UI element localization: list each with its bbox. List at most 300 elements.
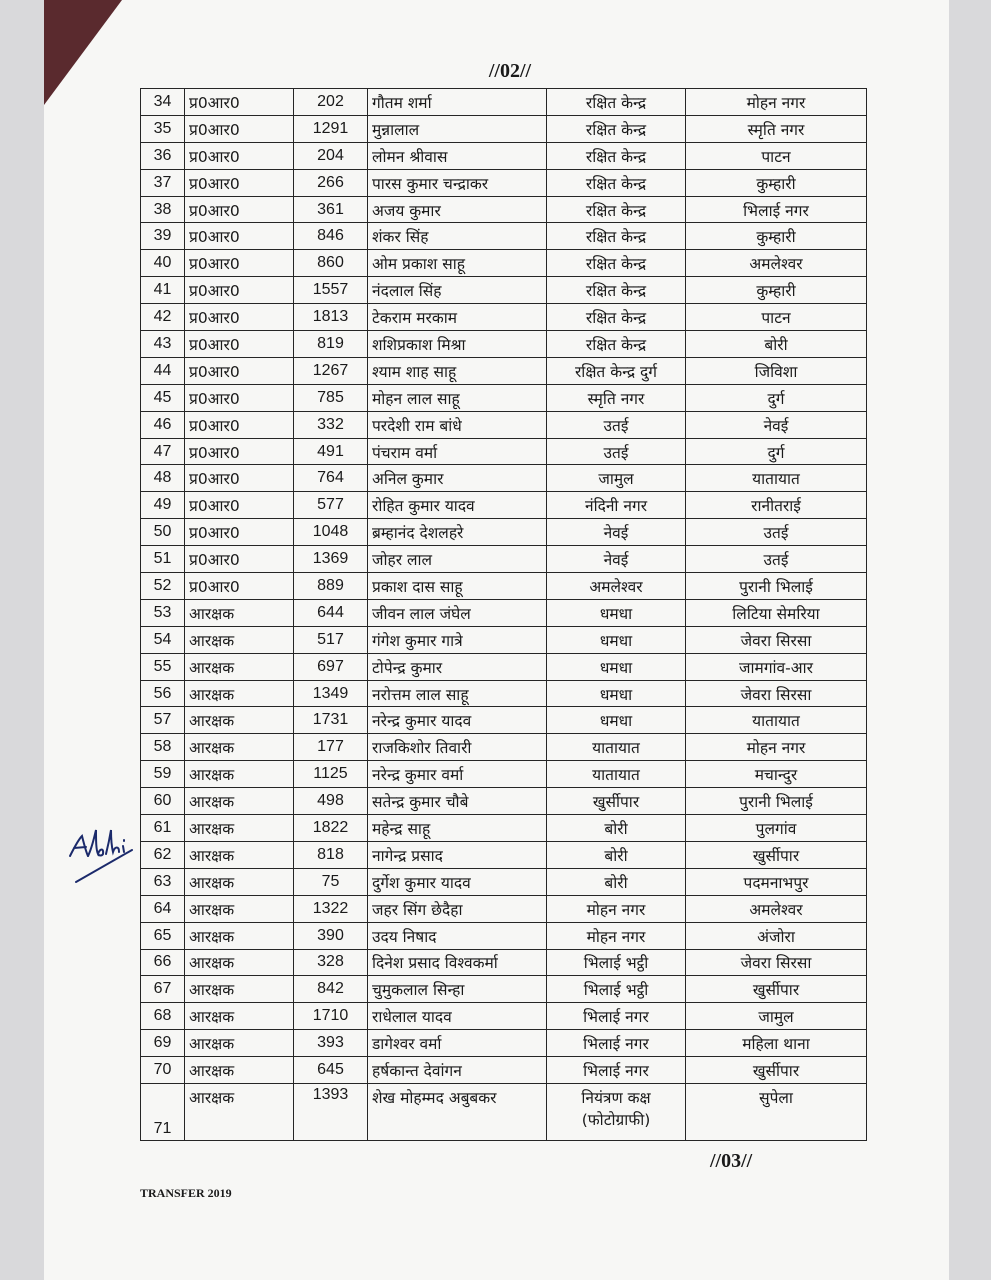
name-cell-text: उदय निषाद	[372, 927, 437, 946]
posted-from-cell	[547, 438, 686, 465]
name-cell-text: नंदलाल सिंह	[372, 282, 442, 301]
serial-number-cell	[141, 411, 185, 438]
serial-number-cell	[141, 115, 185, 142]
table-row	[141, 357, 867, 384]
rank-cell-text: प्र0आर0	[189, 362, 240, 381]
serial-number-cell-text: 45	[153, 388, 172, 406]
posted-from-cell-text: रक्षित केन्द्र दुर्ग	[574, 362, 658, 381]
posted-to-cell	[686, 922, 867, 949]
posted-from-cell	[547, 573, 686, 600]
table-row	[141, 438, 867, 465]
badge-number-cell-text: 577	[317, 496, 344, 514]
posted-to-cell-text: पुलगांव	[755, 819, 797, 838]
rank-cell-text: प्र0आर0	[189, 551, 240, 570]
badge-number-cell-text: 177	[317, 738, 344, 756]
posted-from-cell	[547, 841, 686, 868]
table-row	[141, 89, 867, 116]
rank-cell-text: आरक्षक	[189, 631, 235, 650]
page-number-footer: //03//	[710, 1150, 753, 1172]
posted-to-cell	[686, 519, 867, 546]
name-cell	[368, 304, 547, 331]
serial-number-cell-text: 41	[153, 281, 172, 299]
badge-number-cell	[294, 868, 368, 895]
serial-number-cell-text: 59	[153, 765, 172, 783]
rank-cell	[185, 653, 294, 680]
name-cell-text: टोपेन्द्र कुमार	[372, 658, 443, 677]
rank-cell	[185, 976, 294, 1003]
rank-cell-text: प्र0आर0	[189, 524, 240, 543]
name-cell	[368, 1003, 547, 1030]
name-cell	[368, 546, 547, 573]
badge-number-cell	[294, 626, 368, 653]
badge-number-cell	[294, 89, 368, 116]
table-row	[141, 546, 867, 573]
name-cell-text: हर्षकान्त देवांगन	[372, 1062, 462, 1080]
serial-number-cell	[141, 949, 185, 976]
posted-to-cell	[686, 1030, 867, 1057]
posted-from-cell	[547, 653, 686, 680]
name-cell-text: लोमन श्रीवास	[372, 147, 448, 166]
serial-number-cell	[141, 1003, 185, 1030]
name-cell	[368, 169, 547, 196]
badge-number-cell	[294, 788, 368, 815]
serial-number-cell-text: 43	[153, 334, 172, 352]
badge-number-cell	[294, 976, 368, 1003]
posted-to-cell	[686, 196, 867, 223]
transfer-table-body	[141, 89, 867, 1141]
posted-to-cell-text: जिविशा	[754, 362, 798, 381]
badge-number-cell	[294, 546, 368, 573]
name-cell-text: शेख मोहम्मद अबुबकर	[372, 1088, 497, 1107]
serial-number-cell-text: 70	[153, 1061, 172, 1078]
badge-number-cell	[294, 680, 368, 707]
posted-from-cell-text: रक्षित केन्द्र	[585, 335, 647, 354]
table-row	[141, 250, 867, 277]
name-cell-text: नरेन्द्र कुमार यादव	[372, 712, 472, 731]
name-cell-text: रोहित कुमार यादव	[372, 497, 475, 516]
name-cell-text: प्रकाश दास साहू	[372, 577, 463, 596]
rank-cell-text: आरक्षक	[189, 658, 235, 677]
posted-to-cell-text: भिलाई नगर	[743, 201, 809, 220]
posted-to-cell-text: कुम्हारी	[756, 228, 796, 247]
rank-cell	[185, 1083, 294, 1140]
serial-number-cell	[141, 573, 185, 600]
badge-number-cell-text: 842	[317, 980, 344, 998]
page-corner-fold	[44, 0, 122, 105]
table-row	[141, 1083, 867, 1140]
posted-to-cell-text: जेवरा सिरसा	[740, 631, 812, 650]
rank-cell-text: आरक्षक	[189, 1035, 235, 1054]
serial-number-cell-text: 37	[153, 173, 172, 191]
name-cell	[368, 841, 547, 868]
posted-from-cell	[547, 680, 686, 707]
posted-to-cell-text: अमलेश्वर	[749, 900, 803, 919]
serial-number-cell	[141, 868, 185, 895]
serial-number-cell	[141, 707, 185, 734]
serial-number-cell	[141, 841, 185, 868]
name-cell	[368, 465, 547, 492]
badge-number-cell-text: 1125	[313, 765, 348, 783]
badge-number-cell	[294, 922, 368, 949]
badge-number-cell-text: 645	[317, 1061, 344, 1078]
name-cell	[368, 331, 547, 358]
badge-number-cell-text: 819	[317, 334, 344, 352]
posted-from-cell-text: बोरी	[604, 819, 628, 838]
table-row	[141, 599, 867, 626]
posted-to-cell-text: यातायात	[752, 712, 800, 731]
badge-number-cell	[294, 707, 368, 734]
rank-cell-text: प्र0आर0	[189, 443, 240, 462]
name-cell-text: गंगेश कुमार गात्रे	[372, 631, 463, 650]
name-cell	[368, 895, 547, 922]
rank-cell-text: आरक्षक	[189, 766, 235, 785]
table-row	[141, 223, 867, 250]
page-number-header: //02//	[488, 60, 532, 82]
name-cell-text: शशिप्रकाश मिश्रा	[372, 335, 466, 354]
posted-to-cell	[686, 384, 867, 411]
badge-number-cell	[294, 519, 368, 546]
posted-to-cell-text: मोहन नगर	[746, 739, 806, 758]
serial-number-cell-text: 66	[153, 953, 172, 971]
name-cell	[368, 680, 547, 707]
posted-from-cell	[547, 976, 686, 1003]
badge-number-cell-text: 818	[317, 845, 344, 863]
badge-number-cell-text: 332	[317, 415, 344, 433]
posted-from-cell-text: अमलेश्वर	[589, 577, 643, 596]
rank-cell	[185, 142, 294, 169]
posted-from-cell-text: यातायात	[592, 739, 640, 758]
table-row	[141, 815, 867, 842]
posted-to-cell	[686, 707, 867, 734]
serial-number-cell	[141, 492, 185, 519]
table-row	[141, 841, 867, 868]
posted-to-cell	[686, 788, 867, 815]
badge-number-cell	[294, 277, 368, 304]
name-cell-text: पंचराम वर्मा	[372, 443, 438, 462]
posted-from-cell	[547, 223, 686, 250]
posted-to-cell	[686, 1057, 867, 1084]
posted-from-cell-text: रक्षित केन्द्र	[585, 120, 647, 139]
badge-number-cell-text: 266	[317, 173, 344, 191]
table-row	[141, 304, 867, 331]
posted-from-cell-text: धमधा	[599, 712, 633, 731]
posted-to-cell-text: अंजोरा	[757, 927, 795, 946]
posted-from-cell-text: मोहन नगर	[586, 927, 646, 946]
posted-from-cell	[547, 815, 686, 842]
serial-number-cell-text: 62	[153, 845, 172, 863]
posted-from-cell	[547, 304, 686, 331]
name-cell-text: जोहर लाल	[372, 551, 433, 570]
serial-number-cell-text: 56	[153, 684, 172, 702]
badge-number-cell	[294, 196, 368, 223]
name-cell	[368, 438, 547, 465]
serial-number-cell-text: 40	[153, 254, 172, 272]
transfer-table	[140, 88, 867, 1141]
posted-to-cell-text: पाटन	[761, 309, 791, 328]
posted-from-cell	[547, 626, 686, 653]
name-cell	[368, 599, 547, 626]
badge-number-cell-text: 785	[317, 388, 344, 406]
name-cell-text: राजकिशोर तिवारी	[372, 739, 472, 758]
badge-number-cell	[294, 1030, 368, 1057]
rank-cell	[185, 331, 294, 358]
posted-from-cell	[547, 599, 686, 626]
posted-from-cell-text: रक्षित केन्द्र	[585, 147, 647, 166]
serial-number-cell	[141, 250, 185, 277]
posted-to-cell	[686, 492, 867, 519]
rank-cell-text: प्र0आर0	[189, 282, 240, 301]
posted-from-cell-text: भिलाई नगर	[583, 1008, 649, 1027]
table-row	[141, 949, 867, 976]
serial-number-cell-text: 55	[153, 657, 172, 675]
posted-to-cell-text: कुम्हारी	[756, 174, 796, 193]
rank-cell	[185, 384, 294, 411]
serial-number-cell	[141, 277, 185, 304]
name-cell	[368, 761, 547, 788]
posted-from-cell-text: रक्षित केन्द्र	[585, 201, 647, 220]
badge-number-cell-text: 328	[317, 953, 344, 971]
badge-number-cell-text: 889	[317, 576, 344, 594]
badge-number-cell-text: 361	[317, 200, 344, 218]
badge-number-cell	[294, 492, 368, 519]
serial-number-cell	[141, 599, 185, 626]
posted-to-cell	[686, 223, 867, 250]
table-row	[141, 169, 867, 196]
posted-from-cell	[547, 492, 686, 519]
posted-from-cell-text: रक्षित केन्द्र	[585, 309, 647, 328]
name-cell	[368, 1083, 547, 1140]
rank-cell-text: आरक्षक	[189, 981, 235, 1000]
name-cell-text: राधेलाल यादव	[372, 1008, 452, 1027]
serial-number-cell-text: 39	[153, 227, 172, 245]
footer-label: TRANSFER 2019	[140, 1186, 232, 1200]
posted-from-cell-text: स्मृति नगर	[587, 389, 645, 408]
serial-number-cell	[141, 815, 185, 842]
posted-from-cell	[547, 546, 686, 573]
rank-cell-text: प्र0आर0	[189, 497, 240, 516]
posted-from-cell-text: धमधा	[599, 631, 633, 650]
name-cell-text: शंकर सिंह	[372, 228, 429, 247]
posted-from-cell-text: धमधा	[599, 685, 633, 704]
posted-from-cell	[547, 277, 686, 304]
posted-to-cell	[686, 250, 867, 277]
badge-number-cell-text: 517	[317, 630, 344, 648]
posted-from-cell	[547, 895, 686, 922]
rank-cell	[185, 761, 294, 788]
name-cell-text: ब्रम्हानंद देशलहरे	[372, 524, 464, 543]
badge-number-cell	[294, 761, 368, 788]
rank-cell-text: प्र0आर0	[189, 416, 240, 435]
name-cell-text: डागेश्वर वर्मा	[372, 1035, 442, 1054]
posted-from-cell-text: नियंत्रण कक्ष	[581, 1088, 651, 1107]
posted-to-cell	[686, 653, 867, 680]
name-cell-text: अजय कुमार	[372, 201, 441, 220]
table-row	[141, 465, 867, 492]
badge-number-cell	[294, 1003, 368, 1030]
posted-from-cell-text: बोरी	[604, 873, 628, 892]
rank-cell-text: प्र0आर0	[189, 577, 240, 596]
name-cell-text: मुन्नालाल	[372, 120, 420, 139]
serial-number-cell-text: 48	[153, 469, 172, 487]
rank-cell	[185, 707, 294, 734]
posted-to-cell-text: मोहन नगर	[746, 93, 806, 112]
serial-number-cell-text: 53	[153, 603, 172, 621]
rank-cell	[185, 1003, 294, 1030]
posted-from-cell	[547, 331, 686, 358]
serial-number-cell-text: 67	[153, 980, 172, 998]
rank-cell-text: आरक्षक	[189, 954, 235, 973]
table-row	[141, 277, 867, 304]
rank-cell-text: प्र0आर0	[189, 389, 240, 408]
posted-from-cell	[547, 169, 686, 196]
posted-to-cell	[686, 599, 867, 626]
name-cell	[368, 277, 547, 304]
rank-cell-text: आरक्षक	[189, 712, 235, 731]
posted-to-cell-text: पदमनाभपुर	[743, 873, 809, 892]
name-cell	[368, 626, 547, 653]
rank-cell-text: आरक्षक	[189, 900, 235, 919]
rank-cell-text: प्र0आर0	[189, 335, 240, 354]
posted-to-cell	[686, 115, 867, 142]
rank-cell	[185, 734, 294, 761]
posted-to-cell-text: दुर्ग	[767, 443, 785, 462]
rank-cell	[185, 546, 294, 573]
rank-cell	[185, 626, 294, 653]
rank-cell	[185, 1057, 294, 1084]
posted-to-cell-text: जामुल	[758, 1008, 794, 1027]
badge-number-cell-text: 846	[317, 227, 344, 245]
posted-to-cell	[686, 626, 867, 653]
table-row	[141, 492, 867, 519]
serial-number-cell	[141, 976, 185, 1003]
rank-cell	[185, 196, 294, 223]
name-cell-text: श्याम शाह साहू	[372, 362, 457, 381]
badge-number-cell	[294, 115, 368, 142]
rank-cell	[185, 492, 294, 519]
posted-from-cell	[547, 1057, 686, 1084]
name-cell-text: दुर्गेश कुमार यादव	[372, 873, 471, 892]
posted-from-cell-text: खुर्सीपार	[592, 793, 640, 812]
rank-cell	[185, 519, 294, 546]
name-cell	[368, 1057, 547, 1084]
rank-cell	[185, 411, 294, 438]
serial-number-cell-text: 68	[153, 1007, 172, 1025]
posted-to-cell-text: बोरी	[764, 335, 788, 354]
posted-from-cell	[547, 949, 686, 976]
rank-cell-text: प्र0आर0	[189, 228, 240, 247]
posted-from-cell	[547, 519, 686, 546]
table-row	[141, 626, 867, 653]
name-cell-text: गौतम शर्मा	[372, 93, 432, 112]
badge-number-cell	[294, 250, 368, 277]
rank-cell	[185, 115, 294, 142]
serial-number-cell	[141, 169, 185, 196]
rank-cell-text: प्र0आर0	[189, 147, 240, 166]
table-row	[141, 519, 867, 546]
rank-cell	[185, 223, 294, 250]
posted-from-cell	[547, 868, 686, 895]
serial-number-cell-text: 34	[153, 92, 172, 110]
posted-from-cell	[547, 922, 686, 949]
serial-number-cell	[141, 922, 185, 949]
posted-from-cell	[547, 411, 686, 438]
serial-number-cell	[141, 788, 185, 815]
rank-cell	[185, 304, 294, 331]
rank-cell	[185, 949, 294, 976]
posted-to-cell-text: सुपेला	[759, 1088, 793, 1107]
posted-to-cell	[686, 976, 867, 1003]
serial-number-cell	[141, 1083, 185, 1140]
name-cell-text: नरोत्तम लाल साहू	[372, 685, 469, 704]
name-cell	[368, 384, 547, 411]
name-cell	[368, 976, 547, 1003]
posted-from-cell-text: नेवई	[603, 524, 629, 543]
posted-to-cell	[686, 895, 867, 922]
posted-from-cell-text: उतई	[603, 443, 629, 462]
serial-number-cell-text: 57	[153, 711, 172, 729]
posted-from-cell-text: नंदिनी नगर	[584, 497, 648, 516]
name-cell-text: नरेन्द्र कुमार वर्मा	[372, 766, 464, 785]
name-cell	[368, 1030, 547, 1057]
posted-to-cell	[686, 438, 867, 465]
badge-number-cell	[294, 1083, 368, 1140]
name-cell-text: परदेशी राम बांधे	[372, 416, 462, 435]
posted-from-cell-text: मोहन नगर	[586, 900, 646, 919]
badge-number-cell-text: 644	[317, 603, 344, 621]
badge-number-cell-text: 204	[317, 146, 344, 164]
badge-number-cell-text: 764	[317, 469, 344, 487]
posted-from-cell	[547, 89, 686, 116]
table-row	[141, 1057, 867, 1084]
badge-number-cell	[294, 331, 368, 358]
name-cell-text: मोहन लाल साहू	[372, 389, 460, 408]
badge-number-cell	[294, 949, 368, 976]
posted-from-cell	[547, 1083, 686, 1140]
name-cell-text: महेन्द्र साहू	[372, 819, 431, 838]
handwritten-signature	[66, 818, 146, 890]
posted-to-cell-text: जेवरा सिरसा	[740, 954, 812, 973]
rank-cell	[185, 465, 294, 492]
serial-number-cell	[141, 438, 185, 465]
name-cell	[368, 250, 547, 277]
serial-number-cell-text: 47	[153, 442, 172, 460]
posted-from-cell-text: जामुल	[598, 470, 634, 489]
table-row	[141, 411, 867, 438]
rank-cell	[185, 250, 294, 277]
rank-cell-text: आरक्षक	[189, 604, 235, 623]
rank-cell	[185, 169, 294, 196]
posted-from-cell-text: भिलाई नगर	[583, 1035, 649, 1054]
badge-number-cell-text: 697	[317, 657, 344, 675]
posted-from-cell-text: धमधा	[599, 604, 633, 623]
serial-number-cell	[141, 384, 185, 411]
name-cell-text: सतेन्द्र कुमार चौबे	[372, 793, 469, 812]
badge-number-cell-text: 1291	[312, 119, 349, 137]
table-row	[141, 788, 867, 815]
posted-to-cell	[686, 169, 867, 196]
serial-number-cell-text: 49	[153, 496, 172, 514]
rank-cell	[185, 788, 294, 815]
rank-cell-text: आरक्षक	[189, 1008, 235, 1027]
name-cell	[368, 519, 547, 546]
badge-number-cell-text: 1369	[312, 550, 349, 568]
badge-number-cell	[294, 815, 368, 842]
posted-from-cell	[547, 142, 686, 169]
badge-number-cell-text: 491	[317, 442, 344, 460]
badge-number-cell	[294, 223, 368, 250]
rank-cell	[185, 438, 294, 465]
badge-number-cell	[294, 573, 368, 600]
